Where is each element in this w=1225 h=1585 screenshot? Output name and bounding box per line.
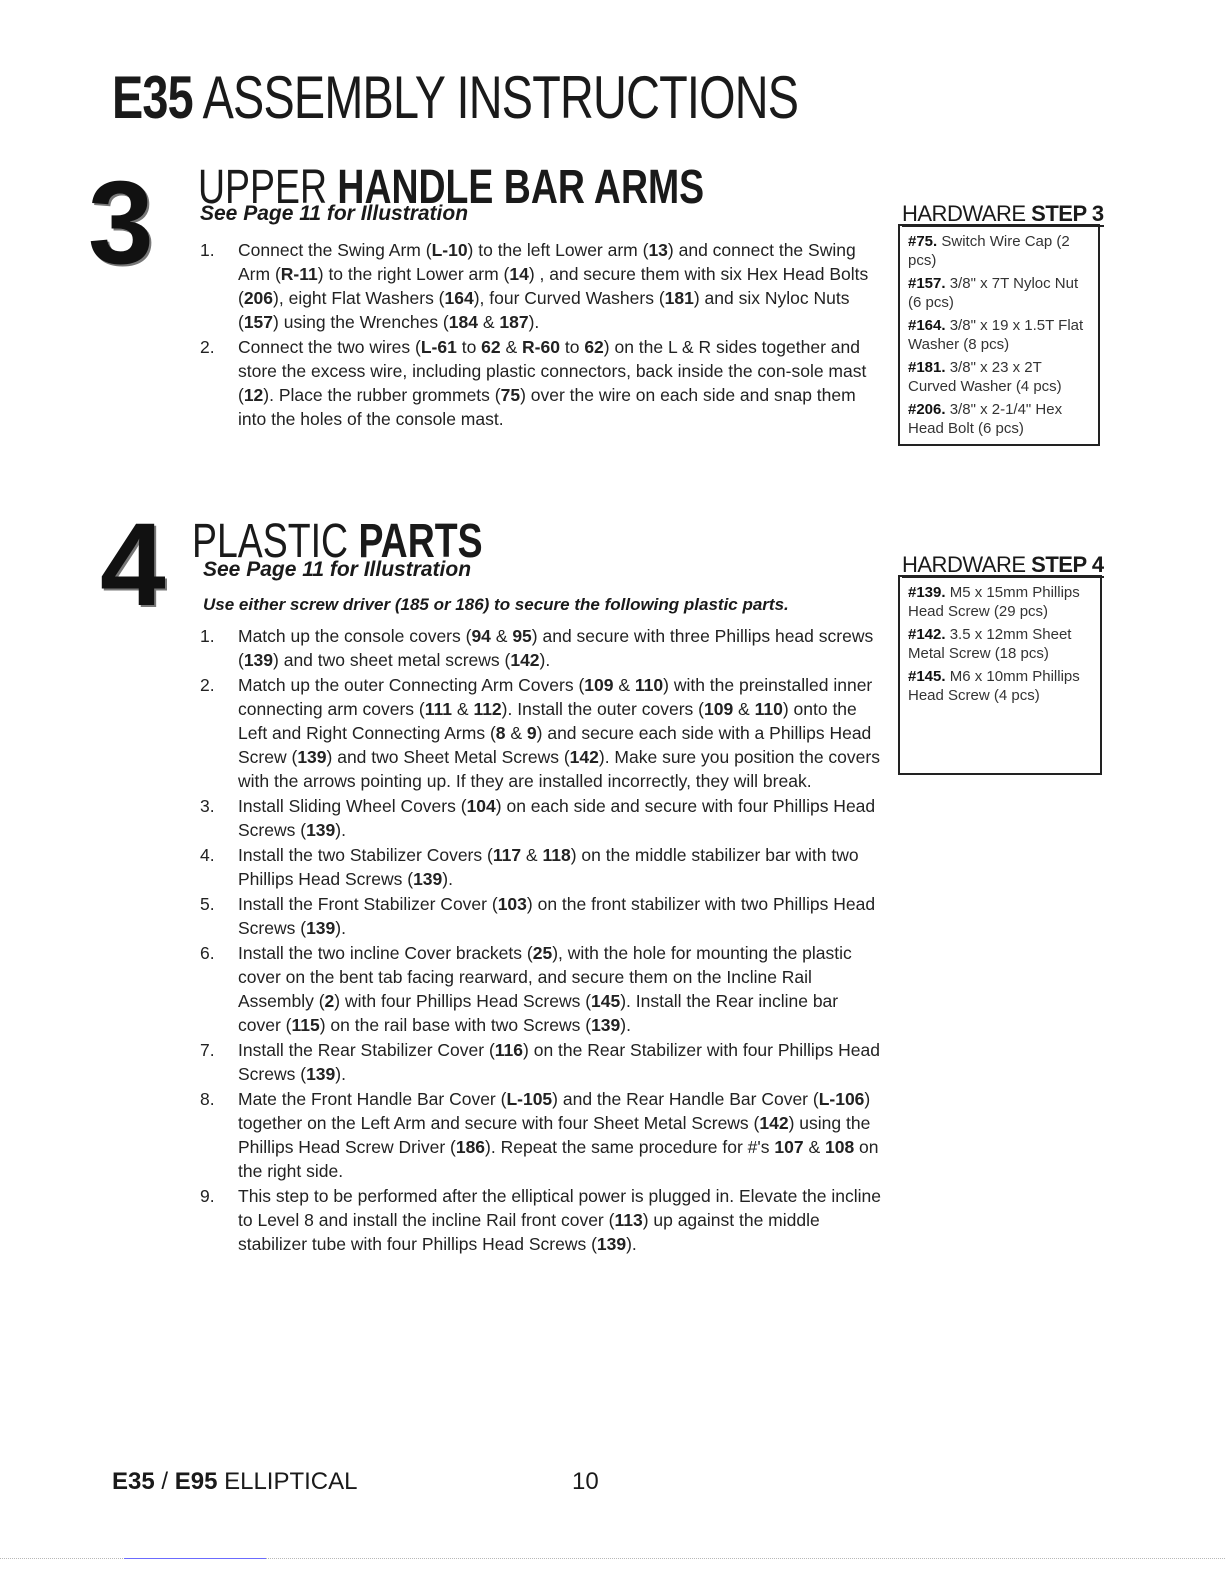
part-number: 62 bbox=[481, 337, 501, 357]
part-number: 139 bbox=[306, 918, 336, 938]
part-number: 118 bbox=[542, 845, 571, 865]
instruction-text: Install the Rear Stabilizer Cover ( bbox=[238, 1040, 495, 1060]
hardware-item bbox=[908, 667, 1092, 705]
instruction-text: Match up the console covers ( bbox=[238, 626, 472, 646]
page-title-model: E35 bbox=[112, 64, 193, 131]
instruction-item bbox=[200, 1184, 884, 1256]
hardware-item bbox=[908, 358, 1090, 396]
part-number: 139 bbox=[243, 650, 274, 670]
instruction-text: ) with four Phillips Head Screws ( bbox=[334, 991, 592, 1011]
instruction-number: 2. bbox=[200, 675, 215, 695]
page-title bbox=[112, 64, 798, 132]
instruction-item bbox=[200, 335, 878, 431]
part-number: 8 bbox=[495, 723, 506, 743]
part-number: 2 bbox=[324, 991, 335, 1011]
hardware-step-3-box bbox=[898, 224, 1100, 446]
instruction-number: 1. bbox=[200, 626, 215, 646]
part-number: L-61 bbox=[420, 337, 457, 357]
part-number: 116 bbox=[494, 1040, 524, 1060]
step-3-instructions bbox=[200, 238, 878, 432]
instruction-text: Install the Front Stabilizer Cover ( bbox=[238, 894, 498, 914]
instruction-text: ) on each side and secure with four Phillips Head Screws ( bbox=[238, 796, 876, 840]
hardware-step-4-label: HARDWARE bbox=[902, 552, 1026, 577]
hardware-item bbox=[908, 316, 1090, 354]
step-4-heading-light: PLASTIC bbox=[192, 515, 349, 568]
part-number: 110 bbox=[754, 699, 783, 719]
instruction-text: & bbox=[477, 312, 500, 332]
instruction-text: ). Repeat the same procedure for #'s bbox=[485, 1137, 775, 1157]
instruction-text: ). bbox=[620, 1015, 631, 1035]
instruction-text: Match up the outer Connecting Arm Covers ( bbox=[238, 675, 585, 695]
instruction-item bbox=[200, 892, 884, 940]
instruction-item bbox=[200, 1087, 884, 1183]
instruction-text: & bbox=[803, 1137, 825, 1157]
instruction-text: ). Place the rubber grommets ( bbox=[263, 385, 501, 405]
step-4-heading-bold: PARTS bbox=[358, 515, 483, 568]
instruction-text: Install the two Stabilizer Covers ( bbox=[238, 845, 493, 865]
hardware-part-number: #157. bbox=[908, 275, 946, 292]
instruction-text: ) and secure each side with a Phillips Head Screw ( bbox=[238, 723, 872, 767]
part-number: 94 bbox=[471, 626, 491, 646]
hardware-description: 3/8" x 19 x 1.5T Flat Washer (8 pcs) bbox=[908, 317, 1084, 353]
instruction-text: ) and the Rear Handle Bar Cover ( bbox=[552, 1089, 819, 1109]
instruction-text: ) , and secure them with six Hex Head Bolts ( bbox=[238, 264, 869, 308]
part-number: 9 bbox=[526, 723, 537, 743]
hardware-item bbox=[908, 400, 1090, 438]
hardware-description: Switch Wire Cap (2 pcs) bbox=[908, 233, 1070, 269]
instruction-number: 1. bbox=[200, 240, 215, 260]
instruction-item bbox=[200, 1038, 884, 1086]
hardware-item bbox=[908, 583, 1092, 621]
instruction-number: 9. bbox=[200, 1186, 215, 1206]
instruction-text: This step to be performed after the elliptical power is plugged in. Elevate the incline to Level 8 and install the incline Rail front cover ( bbox=[238, 1186, 881, 1230]
part-number: 104 bbox=[466, 796, 496, 816]
instruction-text: ) and two sheet metal screws ( bbox=[273, 650, 511, 670]
footer-model bbox=[112, 1468, 357, 1496]
part-number: 107 bbox=[774, 1137, 804, 1157]
bottom-link-rule bbox=[124, 1558, 266, 1559]
part-number: 109 bbox=[584, 675, 614, 695]
instruction-text: Connect the two wires ( bbox=[238, 337, 421, 357]
instruction-text: ) using the Phillips Head Screw Driver ( bbox=[238, 1113, 871, 1157]
part-number: 139 bbox=[591, 1015, 621, 1035]
part-number: 139 bbox=[596, 1234, 627, 1254]
part-number: 110 bbox=[634, 675, 664, 695]
instruction-text: ). Install the Rear incline bar cover ( bbox=[238, 991, 839, 1035]
hardware-description: 3/8" x 2-1/4" Hex Head Bolt (6 pcs) bbox=[908, 401, 1063, 437]
part-number: L-106 bbox=[818, 1089, 865, 1109]
hardware-step-4-box bbox=[898, 575, 1102, 775]
instruction-text: & bbox=[613, 675, 635, 695]
part-number: 142 bbox=[569, 747, 599, 767]
footer-model-b: E95 bbox=[174, 1468, 218, 1495]
part-number: 95 bbox=[512, 626, 532, 646]
instruction-text: ) with the preinstalled inner connecting arm covers ( bbox=[238, 675, 873, 719]
instruction-text: ) on the front stabilizer with two Phillips Head Screws ( bbox=[238, 894, 876, 938]
instruction-text: ) and six Nyloc Nuts ( bbox=[238, 288, 850, 332]
instruction-text: ) on the rail base with two Screws ( bbox=[319, 1015, 592, 1035]
instruction-text: ). bbox=[539, 650, 551, 670]
hardware-item bbox=[908, 274, 1090, 312]
hardware-item bbox=[908, 625, 1092, 663]
instruction-text: ), with the hole for mounting the plastic cover on the bent tab facing rearward, and secure them on the Incline Rail Assembly ( bbox=[238, 943, 852, 1011]
instruction-number: 7. bbox=[200, 1040, 215, 1060]
instruction-text: ) and secure with three Phillips head screws ( bbox=[238, 626, 874, 670]
page-title-text: ASSEMBLY INSTRUCTIONS bbox=[202, 64, 799, 131]
part-number: 142 bbox=[510, 650, 540, 670]
step-4-note: Use either screw driver (185 or 186) to secure the following plastic parts. bbox=[203, 595, 789, 614]
instruction-text: ) to the left Lower arm ( bbox=[467, 240, 649, 260]
part-number: L-10 bbox=[431, 240, 468, 260]
hardware-part-number: #75. bbox=[908, 233, 938, 250]
footer-separator: / bbox=[154, 1468, 175, 1495]
step-4-number: 4 bbox=[100, 499, 166, 631]
instruction-text: Install the two incline Cover brackets ( bbox=[238, 943, 533, 963]
part-number: 117 bbox=[492, 845, 522, 865]
hardware-step-4-step: STEP 4 bbox=[1031, 552, 1104, 577]
instruction-text: ) using the Wrenches ( bbox=[273, 312, 449, 332]
instruction-text: & bbox=[500, 337, 523, 357]
hardware-item bbox=[908, 232, 1090, 270]
footer-model-a: E35 bbox=[112, 1468, 155, 1495]
instruction-item bbox=[200, 238, 878, 334]
hardware-description: 3.5 x 12mm Sheet Metal Screw (18 pcs) bbox=[908, 626, 1072, 662]
instruction-text: ) up against the middle stabilizer tube with four Phillips Head Screws ( bbox=[238, 1210, 820, 1254]
instruction-item bbox=[200, 794, 884, 842]
hardware-step-3-label: HARDWARE bbox=[902, 201, 1026, 226]
instruction-text: Install Sliding Wheel Covers ( bbox=[238, 796, 467, 816]
hardware-part-number: #145. bbox=[908, 668, 946, 685]
instruction-text: ) on the Rear Stabilizer with four Phillips Head Screws ( bbox=[238, 1040, 880, 1084]
instruction-item bbox=[200, 624, 884, 672]
instruction-text: Connect the Swing Arm ( bbox=[238, 240, 432, 260]
instruction-text: ). bbox=[335, 918, 346, 938]
part-number: R-60 bbox=[522, 337, 560, 357]
part-number: 111 bbox=[424, 699, 453, 719]
instruction-text: ) over the wire on each side and snap them into the holes of the console mast. bbox=[238, 385, 856, 429]
instruction-text: ). Make sure you position the covers with the arrows pointing up. If they are installed incorrectly, they will break. bbox=[238, 747, 880, 791]
step-3-see-page: See Page 11 for Illustration bbox=[200, 202, 469, 225]
instruction-text: Mate the Front Handle Bar Cover ( bbox=[238, 1089, 507, 1109]
instruction-text: ). bbox=[626, 1234, 637, 1254]
hardware-description: 3/8" x 7T Nyloc Nut (6 pcs) bbox=[908, 275, 1079, 311]
part-number: 103 bbox=[497, 894, 527, 914]
instruction-text: ). bbox=[442, 869, 453, 889]
instruction-text: to bbox=[456, 337, 482, 357]
part-number: 164 bbox=[444, 288, 474, 308]
part-number: 113 bbox=[614, 1210, 643, 1230]
instruction-text: ) to the right Lower arm ( bbox=[317, 264, 510, 284]
instruction-text: ) on the middle stabilizer bar with two Phillips Head Screws ( bbox=[238, 845, 859, 889]
part-number: 186 bbox=[455, 1137, 486, 1157]
part-number: 112 bbox=[473, 699, 502, 719]
instruction-text: ), eight Flat Washers ( bbox=[273, 288, 445, 308]
part-number: 187 bbox=[499, 312, 529, 332]
hardware-part-number: #142. bbox=[908, 626, 946, 643]
hardware-description: 3/8" x 23 x 2T Curved Washer (4 pcs) bbox=[908, 359, 1062, 395]
part-number: 25 bbox=[532, 943, 553, 963]
footer-product: ELLIPTICAL bbox=[217, 1468, 358, 1495]
part-number: L-105 bbox=[506, 1089, 553, 1109]
part-number: 139 bbox=[413, 869, 443, 889]
part-number: 139 bbox=[297, 747, 327, 767]
instruction-item bbox=[200, 941, 884, 1037]
instruction-number: 6. bbox=[200, 943, 215, 963]
instruction-text: ), four Curved Washers ( bbox=[473, 288, 665, 308]
part-number: 157 bbox=[243, 312, 274, 332]
instruction-text: ). bbox=[335, 1064, 346, 1084]
instruction-text: ). Install the outer covers ( bbox=[501, 699, 704, 719]
instruction-number: 8. bbox=[200, 1089, 215, 1109]
part-number: 184 bbox=[448, 312, 478, 332]
hardware-part-number: #181. bbox=[908, 359, 946, 376]
hardware-step-3-step: STEP 3 bbox=[1031, 201, 1104, 226]
instruction-text: ) on the L & R sides together and store the excess wire, including plastic connectors, back inside the con-sole mast ( bbox=[238, 337, 867, 405]
instruction-text: ) together on the Left Arm and secure with four Sheet Metal Screws ( bbox=[238, 1089, 871, 1133]
instruction-text: & bbox=[521, 845, 543, 865]
hardware-description: M5 x 15mm Phillips Head Screw (29 pcs) bbox=[908, 584, 1080, 620]
instruction-text: & bbox=[452, 699, 474, 719]
part-number: 181 bbox=[664, 288, 694, 308]
hardware-part-number: #164. bbox=[908, 317, 946, 334]
page-number: 10 bbox=[572, 1468, 599, 1495]
part-number: R-11 bbox=[280, 264, 318, 284]
hardware-part-number: #139. bbox=[908, 584, 946, 601]
instruction-number: 5. bbox=[200, 894, 215, 914]
instruction-text: ). bbox=[528, 312, 540, 332]
step-4-see-page: See Page 11 for Illustration bbox=[203, 558, 472, 581]
step-3-number: 3 bbox=[88, 157, 154, 289]
part-number: 139 bbox=[306, 820, 336, 840]
part-number: 62 bbox=[584, 337, 604, 357]
step-3-heading-light: UPPER bbox=[198, 161, 327, 214]
instruction-text: ) and two Sheet Metal Screws ( bbox=[326, 747, 570, 767]
instruction-text: to bbox=[559, 337, 585, 357]
instruction-text: ) and connect the Swing Arm ( bbox=[238, 240, 856, 284]
instruction-text: ). bbox=[335, 820, 346, 840]
step-4-instructions bbox=[200, 624, 884, 1257]
instruction-number: 2. bbox=[200, 337, 215, 357]
part-number: 109 bbox=[703, 699, 734, 719]
part-number: 13 bbox=[648, 240, 668, 260]
instruction-text: & bbox=[733, 699, 755, 719]
instruction-item bbox=[200, 843, 884, 891]
part-number: 75 bbox=[500, 385, 521, 405]
part-number: 206 bbox=[243, 288, 274, 308]
instruction-text: & bbox=[505, 723, 527, 743]
part-number: 108 bbox=[824, 1137, 855, 1157]
step-3-heading-bold: HANDLE BAR ARMS bbox=[337, 161, 705, 214]
hardware-description: M6 x 10mm Phillips Head Screw (4 pcs) bbox=[908, 668, 1080, 704]
part-number: 145 bbox=[591, 991, 621, 1011]
instruction-text: ) onto the Left and Right Connecting Arms ( bbox=[238, 699, 857, 743]
part-number: 142 bbox=[759, 1113, 789, 1133]
part-number: 14 bbox=[509, 264, 529, 284]
part-number: 139 bbox=[306, 1064, 336, 1084]
instruction-item bbox=[200, 673, 884, 793]
instruction-text: & bbox=[490, 626, 513, 646]
instruction-number: 4. bbox=[200, 845, 215, 865]
instruction-number: 3. bbox=[200, 796, 215, 816]
hardware-part-number: #206. bbox=[908, 401, 946, 418]
part-number: 115 bbox=[291, 1015, 320, 1035]
part-number: 12 bbox=[243, 385, 264, 405]
instruction-text: on the right side. bbox=[238, 1137, 879, 1181]
